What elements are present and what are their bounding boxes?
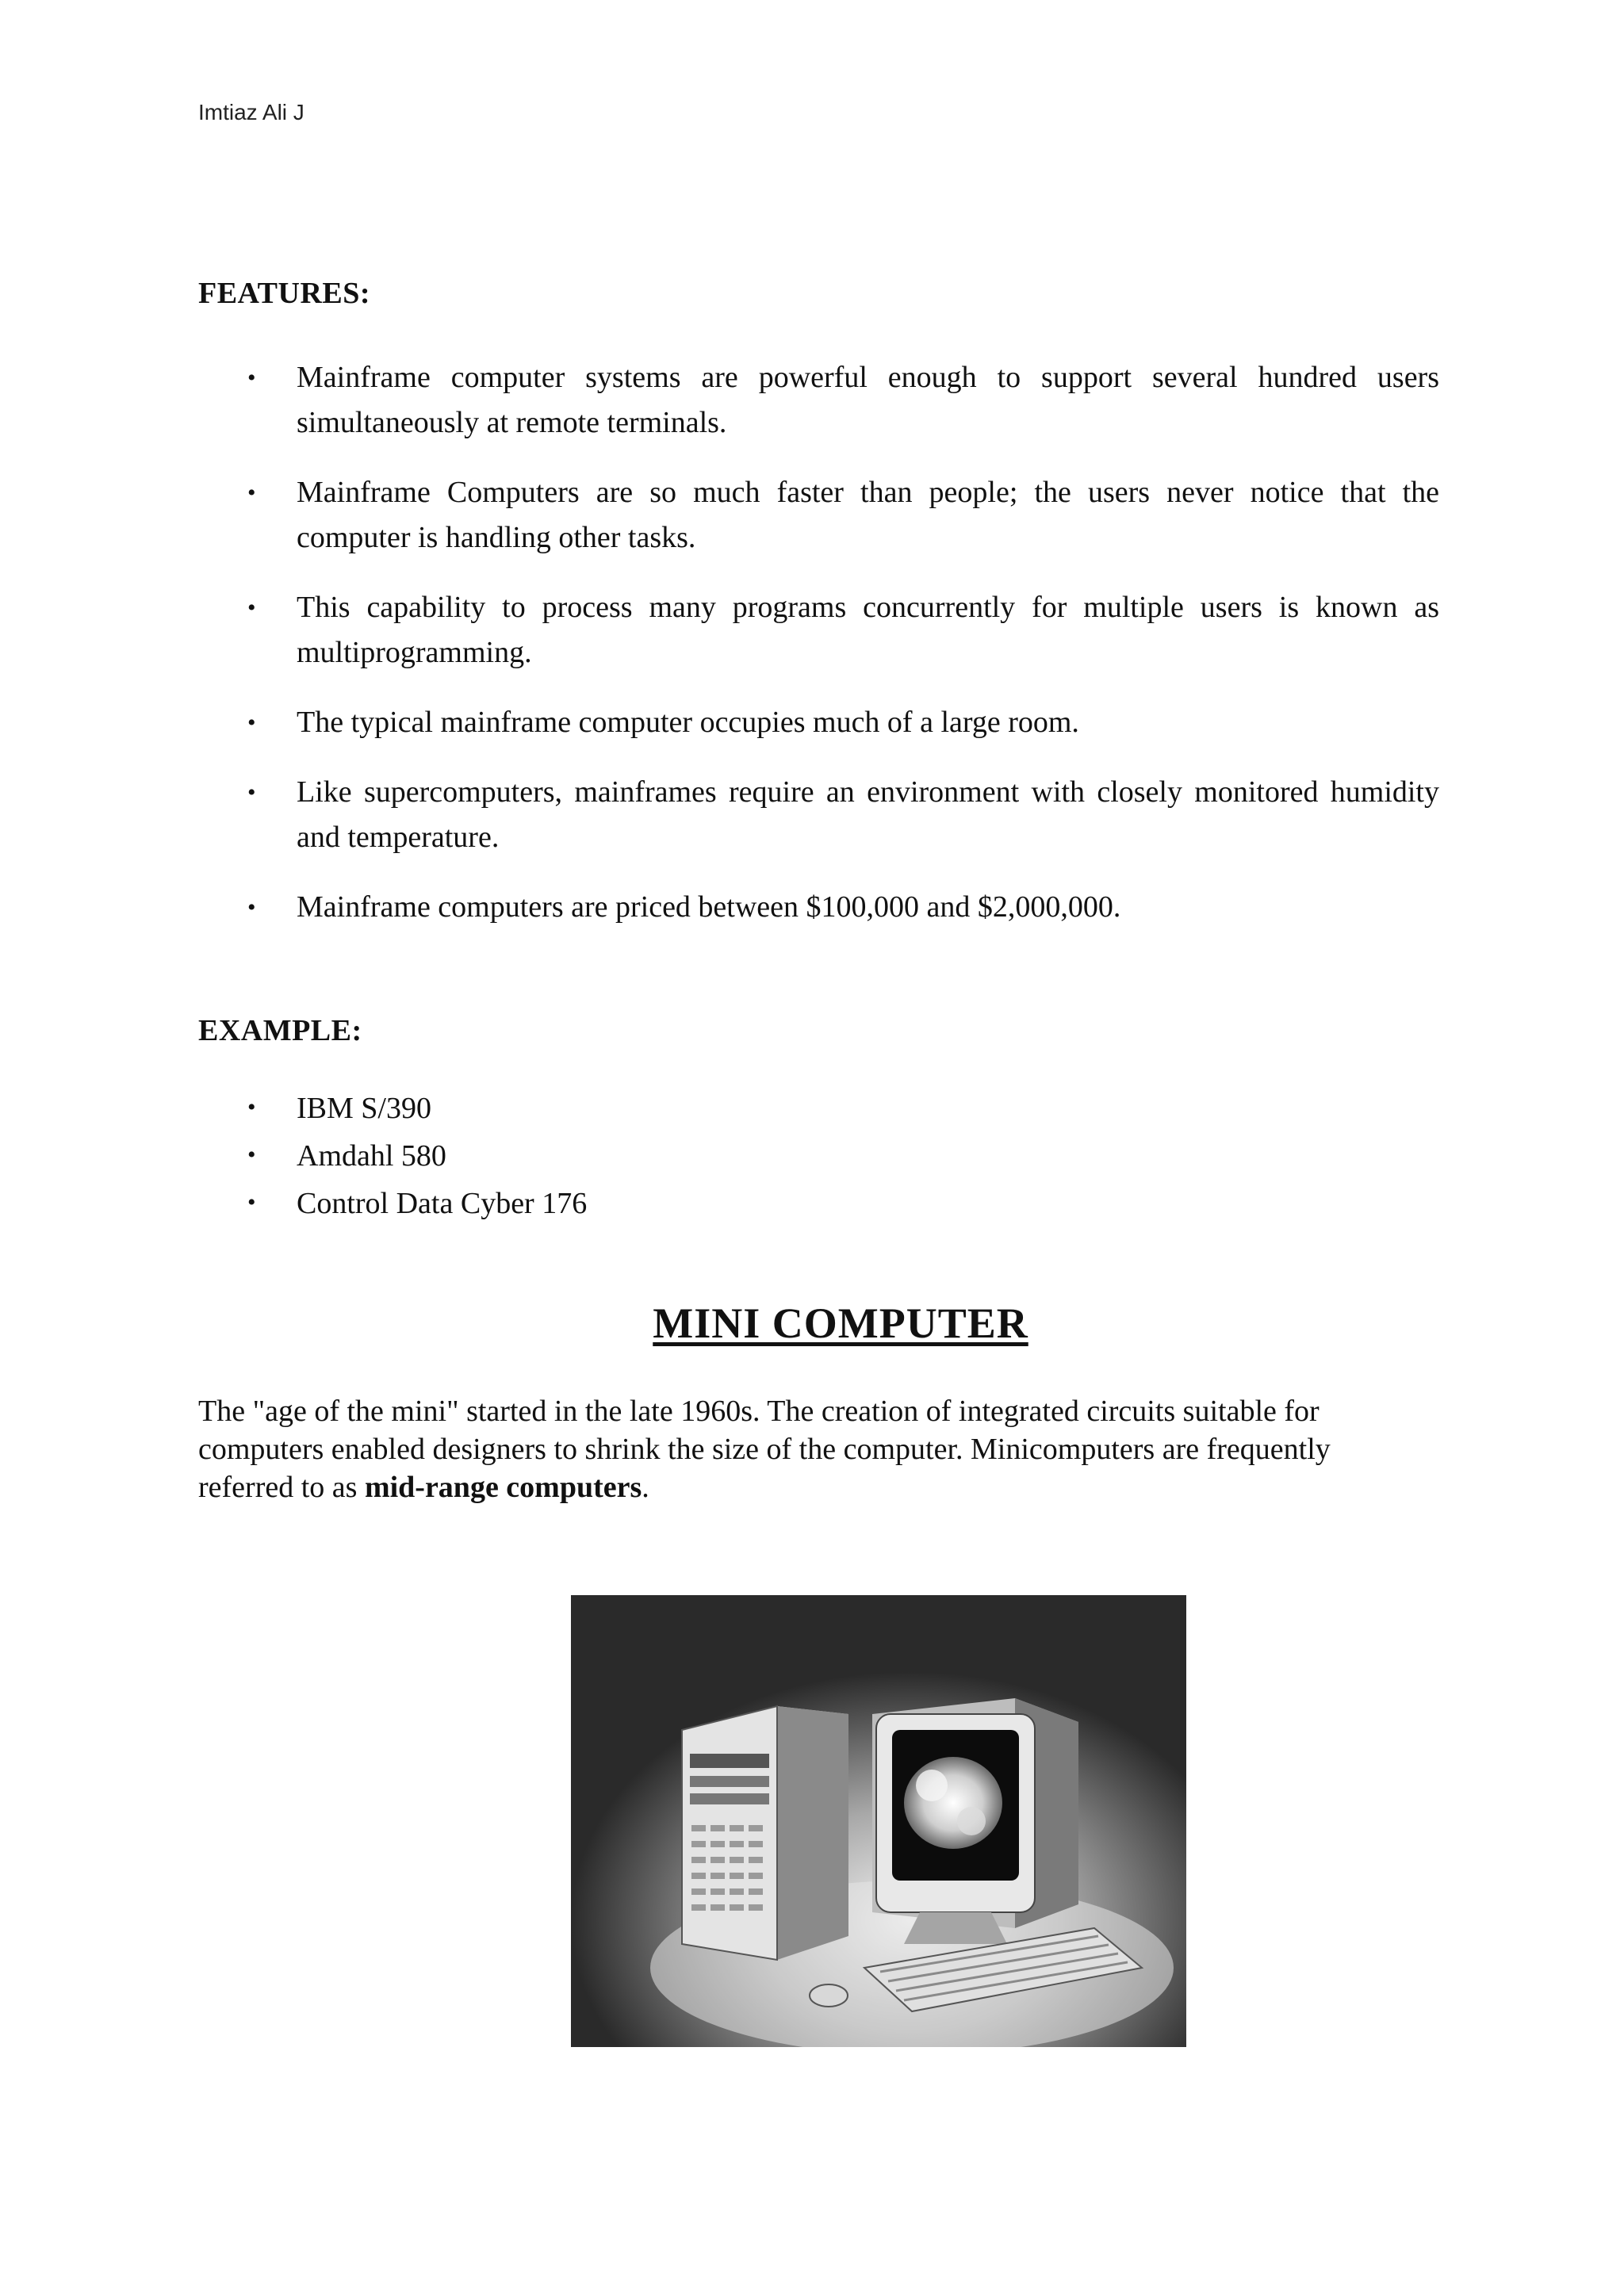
mini-computer-paragraph: [198, 1392, 1431, 1506]
mini-computer-title: MINI COMPUTER: [653, 1299, 1028, 1347]
bullet-icon: •: [247, 1094, 256, 1120]
example-text: IBM S/390: [297, 1092, 431, 1125]
feature-text: Mainframe Computers are so much faster than people; the users never notice that the computer is handling other tasks.: [297, 476, 1439, 554]
feature-item: [198, 470, 1439, 561]
feature-text: Mainframe computers are priced between $100,000 and $2,000,000.: [297, 890, 1121, 924]
paragraph-end: .: [642, 1471, 649, 1504]
tower-case: [682, 1706, 848, 1960]
crt-monitor: [872, 1698, 1078, 1944]
example-text: Control Data Cyber 176: [297, 1187, 588, 1220]
bullet-icon: •: [247, 365, 256, 391]
bullet-icon: •: [247, 1189, 256, 1215]
example-heading: EXAMPLE:: [198, 1014, 362, 1047]
feature-item: [198, 700, 1439, 745]
minicomputer-photo: [571, 1595, 1186, 2047]
feature-item: [198, 770, 1439, 860]
bullet-icon: •: [247, 480, 256, 506]
bullet-icon: •: [247, 595, 256, 621]
page-header-author: Imtiaz Ali J: [198, 100, 304, 124]
feature-text: Mainframe computer systems are powerful enough to support several hundred users simultaneously at remote terminals.: [297, 361, 1439, 439]
feature-text: Like supercomputers, mainframes require an environment with closely monitored humidity and temperature.: [297, 775, 1439, 854]
example-item: [198, 1132, 1150, 1180]
feature-item: [198, 585, 1439, 675]
feature-item: [198, 355, 1439, 446]
example-item: [198, 1180, 1150, 1227]
example-text: Amdahl 580: [297, 1139, 446, 1173]
bullet-icon: •: [247, 710, 256, 736]
feature-text: This capability to process many programs concurrently for multiple users is known as multiprogramming.: [297, 591, 1439, 669]
mouse: [810, 1984, 848, 2007]
bullet-icon: •: [247, 1142, 256, 1168]
feature-text: The typical mainframe computer occupies much of a large room.: [297, 706, 1079, 739]
features-heading: FEATURES:: [198, 277, 371, 310]
paragraph-bold-term: mid-range computers: [364, 1471, 642, 1504]
example-item: [198, 1085, 1150, 1132]
bullet-icon: •: [247, 779, 256, 806]
bullet-icon: •: [247, 894, 256, 920]
minicomputer-illustration: [571, 1595, 1186, 2047]
paragraph-lead: The "age of the mini" started in the late 1960s. The creation of integrated circuits suitable for computers enabled designers to shrink the size of the computer. Minicomputers are frequently referred to as: [198, 1395, 1331, 1504]
examples-list: [198, 1085, 1150, 1227]
features-list: [198, 355, 1439, 955]
feature-item: [198, 885, 1439, 930]
